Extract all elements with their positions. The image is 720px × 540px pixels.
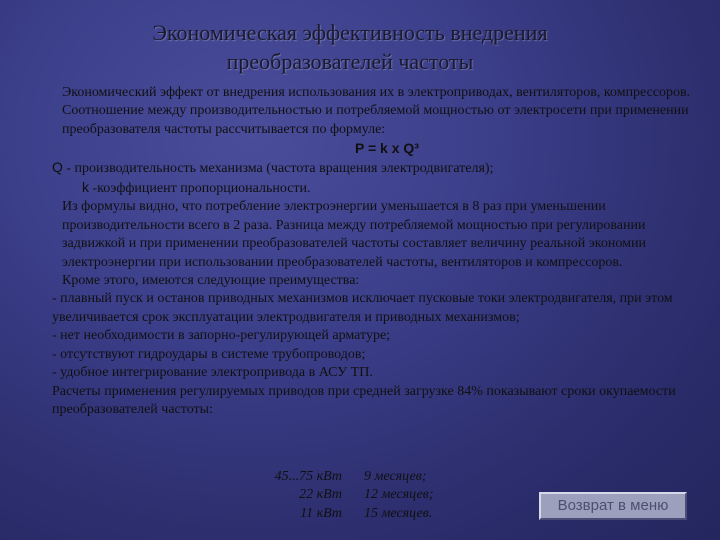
payback-power: 22 кВт: [299, 487, 342, 503]
advantage-item: - удобное интегрирование электропривода в АСУ ТП.: [52, 365, 373, 381]
advantage-item: - нет необходимости в запорно-регулирующей арматуре;: [52, 328, 391, 344]
paragraph-advantages-intro: Кроме этого, имеются следующие преимущества:: [62, 273, 360, 289]
payback-months: 12 месяцев;: [364, 487, 434, 503]
payback-months: 15 месяцев.: [364, 505, 433, 521]
definition-k: [52, 178, 692, 198]
symbol-k: k: [82, 179, 89, 196]
payback-row: [246, 468, 434, 486]
advantage-item: - отсутствуют гидроудары в системе трубопроводов;: [52, 346, 366, 362]
payback-power: 45...75 кВт: [274, 469, 342, 484]
payback-months: 9 месяцев;: [364, 469, 427, 484]
paragraph-power-ratio: Соотношение между производительностью и потребляемой мощностью от электросети при применении преобразователя частоты рассчитывается по формуле:: [62, 103, 689, 137]
symbol-q: Q: [52, 158, 63, 175]
slide-title: [70, 18, 630, 76]
return-to-menu-button[interactable]: Возврат в меню: [539, 492, 687, 520]
payback-table: [246, 468, 434, 523]
advantage-item: - плавный пуск и останов приводных механизмов исключает пусковые токи электродвигателя, при этом увеличивается срок эксплуатации электродвигателя и приводных механизмов;: [52, 291, 673, 325]
paragraph-payback: Расчеты применения регулируемых приводов при средней загрузке 84% показывают сроки окупаемости преобразователей частоты:: [52, 383, 676, 417]
payback-row: [246, 505, 434, 523]
slide-title-line-1: Экономическая эффективность внедрения: [152, 20, 548, 45]
paragraph-economic-effect: Экономический эффект от внедрения использования их в электроприводах, вентиляторов, компрессоров.: [62, 85, 691, 100]
definition-q-text: - производительность механизма (частота вращения электродвигателя);: [62, 160, 494, 176]
payback-row: [246, 486, 434, 504]
slide-title-line-2: преобразователей частоты: [226, 49, 474, 74]
definition-k-text: -коэффициент пропорциональности.: [89, 181, 311, 197]
definition-q: [52, 158, 692, 178]
formula: P = k x Q³: [355, 140, 419, 157]
slide-body: [52, 84, 692, 419]
payback-power: 11 кВт: [300, 505, 342, 521]
paragraph-formula-conclusion: Из формулы видно, что потребление электроэнергии уменьшается в 8 раз при уменьшении производительности всего в 2 раза. Разница между потребляемой мощностью при регулировании задвижкой и при применении преобразователей частоты составляет величину реальной экономии электроэнергии при использовании преобразователей частоты, вентиляторов и компрессоров.: [62, 199, 646, 270]
